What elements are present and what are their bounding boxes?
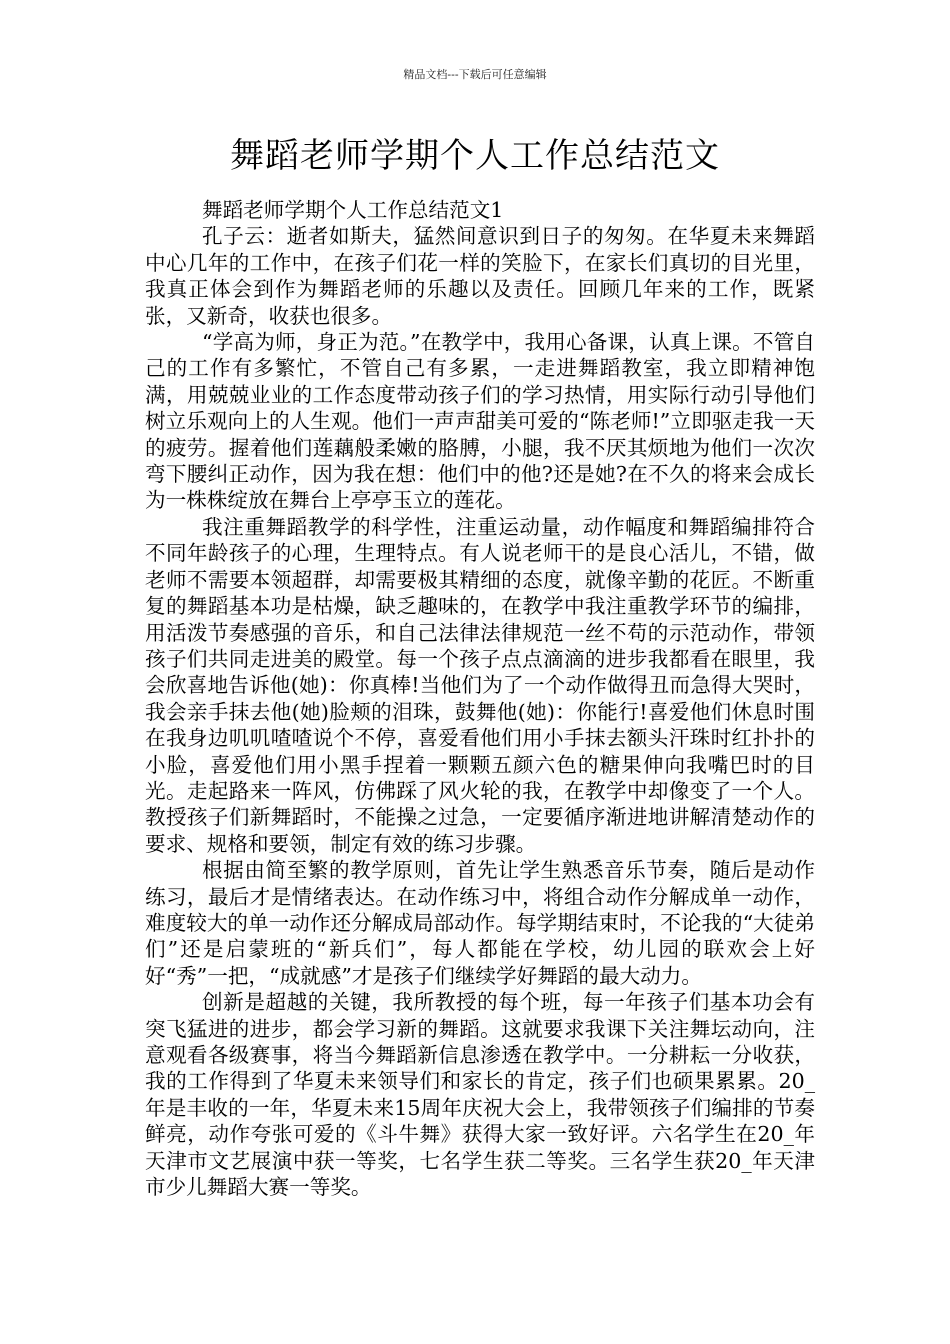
- paragraph: 创新是超越的关键，我所教授的每个班，每一年孩子们基本功会有突飞猛进的进步，都会学习新的舞蹈。这就要求我课下关注舞坛动向，注意观看各级赛事，将当今舞蹈新信息渗透在教学中。一分耕耘一分收获，我的工作得到了华夏未来领导们和家长的肯定，孩子们也硕果累累。20_年是丰收的一年，华夏未来15周年庆祝大会上，我带领孩子们编排的节奏鲜亮，动作夸张可爱的《斗牛舞》获得大家一致好评。六名学生在20_年天津市文艺展演中获一等奖，七名学生获二等奖。三名学生获20_年天津市少儿舞蹈大赛一等奖。: [145, 990, 815, 1200]
- paragraph: 根据由简至繁的教学原则，首先让学生熟悉音乐节奏，随后是动作练习，最后才是情绪表达。在动作练习中，将组合动作分解成单一动作，难度较大的单一动作还分解成局部动作。每学期结束时，不论我的“大徒弟们”还是启蒙班的“新兵们”，每人都能在学校，幼儿园的联欢会上好好“秀”一把，“成就感”才是孩子们继续学好舞蹈的最大动力。: [145, 858, 815, 988]
- header-note: 精品文档---下载后可任意编辑: [403, 68, 547, 81]
- paragraph: 我注重舞蹈教学的科学性，注重运动量，动作幅度和舞蹈编排符合不同年龄孩子的心理，生理特点。有人说老师干的是良心活儿，不错，做老师不需要本领超群，却需要极其精细的态度，就像辛勤的花匠。不断重复的舞蹈基本功是枯燥，缺乏趣味的，在教学中我注重教学环节的编排，用活泼节奏感强的音乐，和自己法律法律规范一丝不苟的示范动作，带领孩子们共同走进美的殿堂。每一个孩子点点滴滴的进步我都看在眼里，我会欣喜地告诉他(她)：你真棒!当他们为了一个动作做得丑而急得大哭时，我会亲手抹去他(她)脸颊的泪珠，鼓舞他(她)：你能行!喜爱他们休息时围在我身边叽叽喳喳说个不停，喜爱看他们用小手抹去额头汗珠时红扑扑的小脸，喜爱他们用小黑手捏着一颗颗五颜六色的糖果伸向我嘴巴时的目光。走起路来一阵风，仿佛踩了风火轮的我，在教学中却像变了一个人。教授孩子们新舞蹈时，不能操之过急，一定要循序渐进地讲解清楚动作的要求、规格和要领，制定有效的练习步骤。: [145, 514, 815, 856]
- paragraph: “学高为师，身正为范。”在教学中，我用心备课，认真上课。不管自己的工作有多繁忙，不管自己有多累，一走进舞蹈教室，我立即精神饱满，用兢兢业业的工作态度带动孩子们的学习热情，用实际行动引导他们树立乐观向上的人生观。他们一声声甜美可爱的“陈老师!”立即驱走我一天的疲劳。握着他们莲藕般柔嫩的胳膊，小腿，我不厌其烦地为他们一次次弯下腰纠正动作，因为我在想：他们中的他?还是她?在不久的将来会成长为一株株绽放在舞台上亭亭玉立的莲花。: [145, 330, 815, 513]
- document-body: [145, 197, 815, 1200]
- paragraph: 孔子云：逝者如斯夫，猛然间意识到日子的匆匆。在华夏未来舞蹈中心几年的工作中，在孩子们花一样的笑脸下，在家长们真切的目光里，我真正体会到作为舞蹈老师的乐趣以及责任。回顾几年来的工作，既紧张，又新奇，收获也很多。: [145, 224, 815, 328]
- section-subtitle: 舞蹈老师学期个人工作总结范文1: [202, 198, 504, 222]
- page-title: 舞蹈老师学期个人工作总结范文: [230, 136, 720, 176]
